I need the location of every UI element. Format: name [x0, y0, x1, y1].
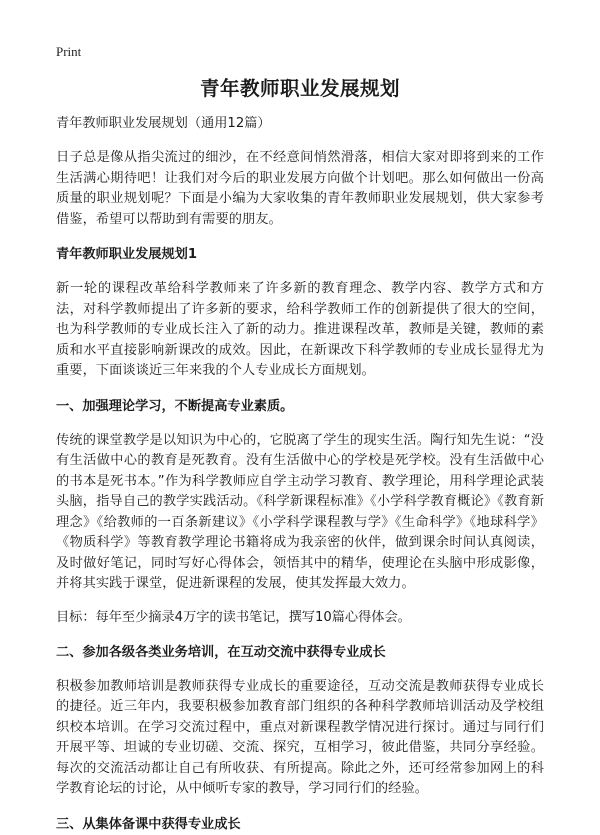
- point-2-heading: 二、参加各级各类业务培训，在互动交流中获得专业成长: [56, 644, 386, 660]
- print-link[interactable]: Print: [56, 44, 82, 59]
- section-1-paragraph: 新一轮的课程改革给科学教师来了许多新的教育理念、教学内容、教学方式和方法，对科学教师提出了许多新的要求，给科学教师工作的创新提供了很大的空间，也为科学教师的专业成长注入了新的动力。推进课程改革，教师是关键，教师的素质和水平直接影响新课改的成效。因此，在新课改下科学教师的专业成长显得尤为重要，下面谈谈近三年来我的个人专业成长方面规划。: [56, 281, 544, 378]
- point-1-paragraph: 传统的课堂教学是以知识为中心的，它脱离了学生的现实生活。陶行知先生说：“没有生活做中心的教育是死教育。没有生活做中心的学校是死学校。没有生活做中心的书本是死书本。”作为科学教师应自学主动学习教育、教学理论，用科学理论武装头脑，指导自己的教学实践活动。《科学新课程标准》《小学科学教育概论》《教育新理念》《给教师的一百条新建议》《小学科学课程教与学》《生命科学》《地球科学》《物质科学》等教育教学理论书籍将成为我亲密的伙伴，做到课余时间认真阅读，及时做好笔记，同时写好心得体会，领悟其中的精华，使理论在头脑中形成影像，并将其实践于课堂，促进新课程的发展，使其发挥最大效力。: [56, 432, 544, 591]
- intro-paragraph: 日子总是像从指尖流过的细沙，在不经意间悄然滑落，相信大家对即将到来的工作生活满心期待吧！让我们对今后的职业发展方向做个计划吧。那么如何做出一份高质量的职业规划呢？下面是小编为大家收集的青年教师职业发展规划，供大家参考借鉴，希望可以帮助到有需要的朋友。: [56, 150, 544, 227]
- point-2-paragraph: 积极参加教师培训是教师获得专业成长的重要途径，互动交流是教师获得专业成长的捷径。近三年内，我要积极参加教育部门组织的各种科学教师培训活动及学校组织校本培训。在学习交流过程中，重点对新课程教学情况进行探讨。通过与同行们开展平等、坦诚的专业切磋、交流、探究，互相学习，彼此借鉴，共同分享经验。每次的交流活动都让自己有所收获、有所提高。除此之外，还可经常参加网上的科学教育论坛的讨论，从中倾听专家的教导，学习同行们的经验。: [56, 678, 544, 796]
- point-3-heading: 三、从集体备课中获得专业成长: [56, 816, 241, 832]
- page-title: 青年教师职业发展规划: [199, 77, 400, 100]
- document-subtitle: 青年教师职业发展规划（通用12篇）: [56, 116, 271, 131]
- section-1-heading: 青年教师职业发展规划1: [56, 247, 198, 262]
- point-1-target: 目标：每年至少摘录4万字的读书笔记，撰写10篇心得体会。: [56, 609, 411, 625]
- point-1-heading: 一、加强理论学习，不断提高专业素质。: [56, 398, 294, 414]
